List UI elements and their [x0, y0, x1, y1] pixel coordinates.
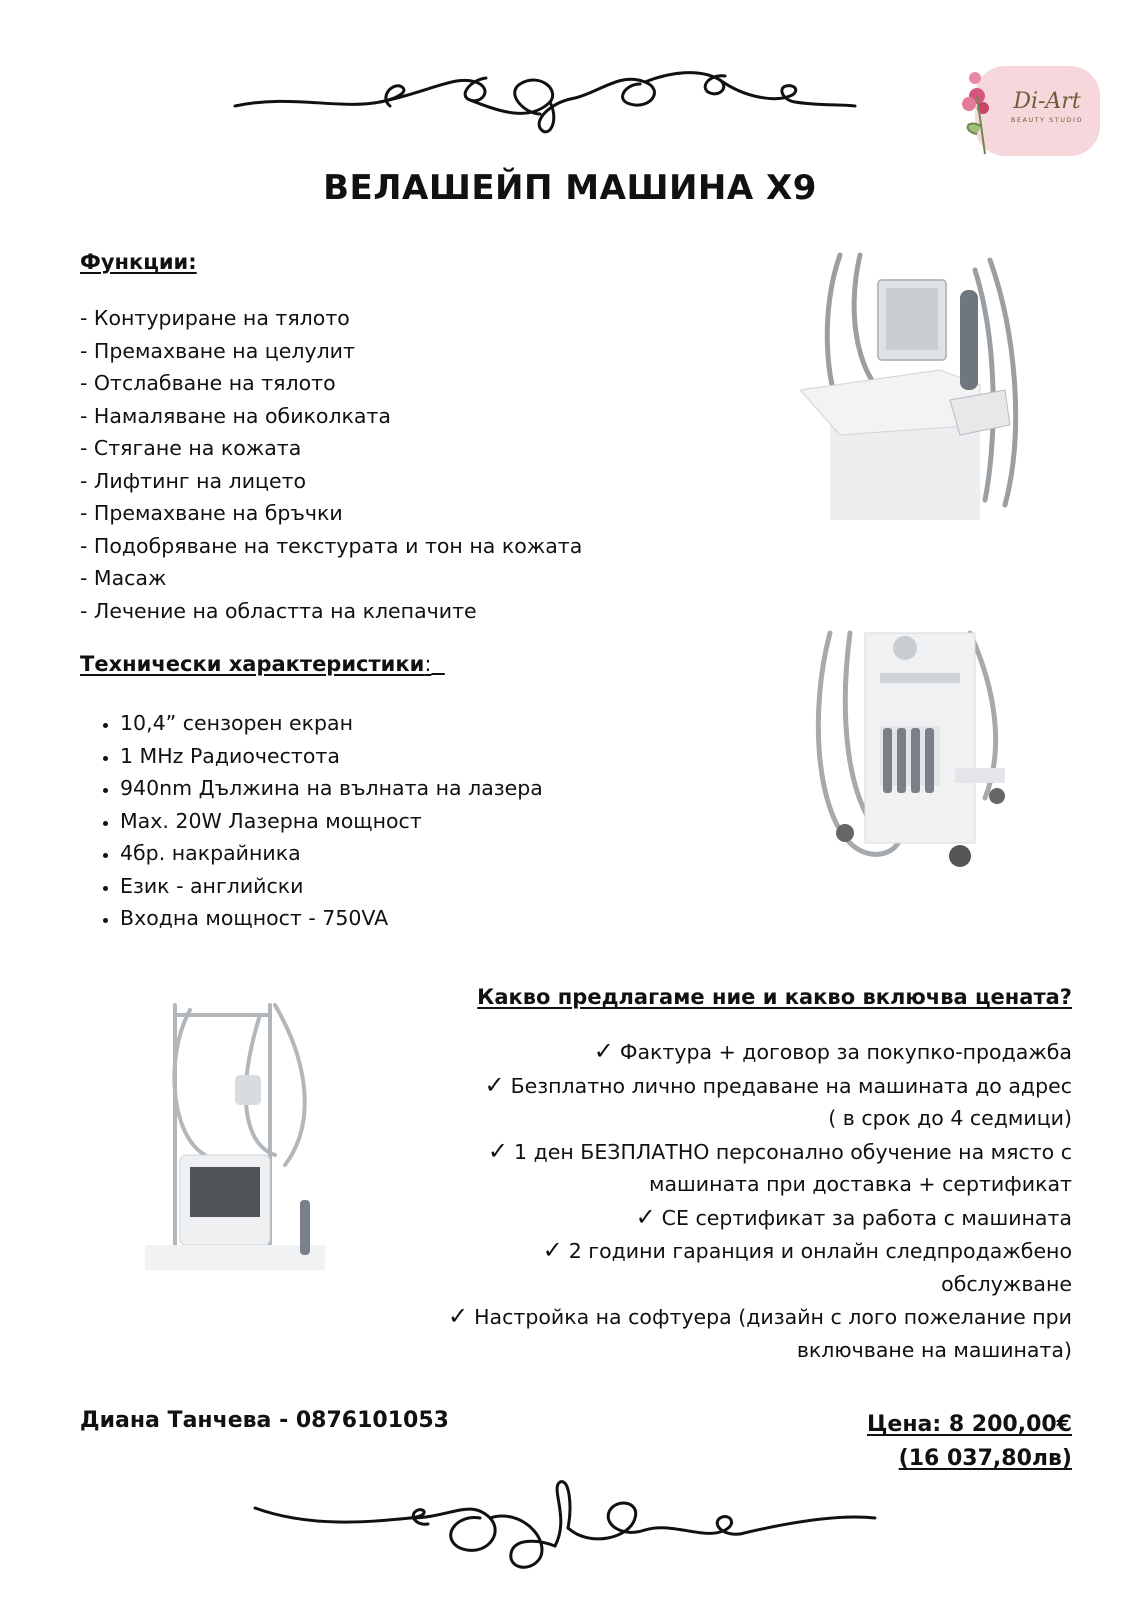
price-eur: Цена: 8 200,00€ [866, 1412, 1072, 1437]
list-item: - Масаж [80, 566, 167, 590]
offer-item-text: CE сертификат за работа с машината [661, 1205, 1072, 1230]
offer-item-text: 2 години гаранция и онлайн следпродажбено [568, 1239, 1072, 1263]
list-item: - Стягане на кожата [80, 436, 302, 460]
offer-item [392, 1035, 1072, 1069]
specs-heading-colon: : [424, 652, 432, 676]
list-item: - Отслабване на тялото [80, 371, 336, 395]
price-block [867, 1408, 1072, 1476]
offer-item [392, 1069, 1072, 1135]
price-bgn: (16 037,80лв) [898, 1446, 1072, 1471]
list-item: - Контуриране на тялото [80, 306, 350, 330]
offer-item [392, 1300, 1072, 1366]
checkmark-icon: ✓ [593, 1037, 614, 1065]
offer-item [392, 1201, 1072, 1235]
list-item: - Премахване на целулит [80, 338, 355, 363]
bottom-ornament [250, 1478, 880, 1578]
page-title: ВЕЛАШЕЙП МАШИНА X9 [323, 168, 817, 208]
brand-logo [955, 56, 1105, 164]
contact-info: Диана Танчева - 0876101053 [80, 1408, 449, 1433]
offer-item [392, 1135, 1072, 1201]
offer-item-text-cont: включване на машината) [796, 1337, 1072, 1362]
top-ornament [230, 62, 860, 142]
offer-item-text-cont: ( в срок до 4 седмици) [828, 1106, 1072, 1130]
functions-heading: Функции: [80, 250, 197, 274]
logo-subtitle-text: BEAUTY STUDIO [1010, 116, 1084, 124]
specs-heading-wrap [80, 652, 445, 676]
offer-item-text: Фактура + договор за покупко-продажба [619, 1040, 1072, 1064]
machine-front-image [800, 250, 1030, 520]
offer-item-text: 1 ден БЕЗПЛАТНО персонално обучение на място с [514, 1139, 1072, 1164]
specs-list [94, 707, 543, 935]
list-item: • 940nm Дължина на вълната на лазера [120, 772, 543, 805]
list-item: • 10,4” сензорен екран [120, 707, 543, 740]
list-item: - Подобряване на текстурата и тон на кожата [80, 533, 583, 558]
offer-item-text: Безплатно лично предаване на машината до адрес [510, 1073, 1072, 1098]
checkmark-icon: ✓ [484, 1070, 505, 1099]
list-item: • Входна мощност - 750VA [120, 902, 543, 935]
list-item: • 1 MHz Радиочестота [120, 740, 543, 773]
functions-list [80, 302, 582, 627]
list-item: - Лечение на областта на клепачите [80, 598, 477, 623]
offer-heading: Какво предлагаме ние и какво включва цената? [477, 985, 1072, 1009]
list-item: • 4бр. накрайника [120, 837, 543, 870]
checkmark-icon: ✓ [542, 1236, 563, 1264]
offer-item-text-cont: обслужване [941, 1271, 1072, 1296]
offer-item-text: Настройка на софтуера (дизайн с лого пожелание при [474, 1305, 1072, 1329]
checkmark-icon: ✓ [635, 1202, 656, 1231]
offer-list [392, 1035, 1072, 1366]
specs-heading: Технически характеристики [80, 652, 425, 676]
list-item: - Намаляване на обиколката [80, 403, 391, 428]
list-item: - Премахване на бръчки [80, 501, 343, 525]
checkmark-icon: ✓ [448, 1302, 469, 1330]
offer-item [392, 1234, 1072, 1300]
logo-brand-text: Di-Art [1013, 89, 1081, 114]
machine-side-image [145, 995, 325, 1270]
list-item: - Лифтинг на лицето [80, 468, 307, 493]
offer-item-text-cont: машината при доставка + сертификат [649, 1172, 1072, 1196]
checkmark-icon: ✓ [487, 1136, 509, 1165]
list-item: • Език - английски [120, 870, 543, 903]
machine-rear-image [805, 628, 1020, 873]
list-item: • Max. 20W Лазерна мощност [120, 805, 543, 838]
